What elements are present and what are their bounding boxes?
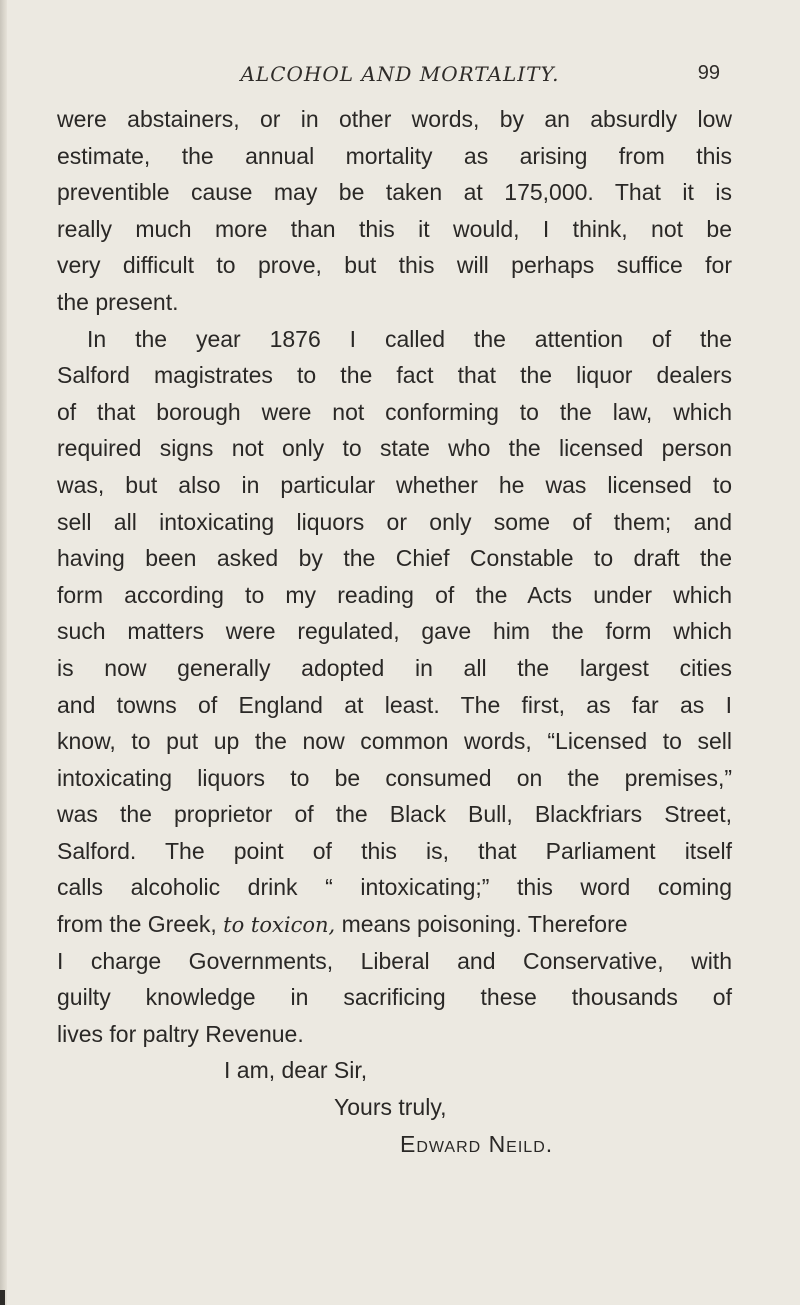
text-line: is now generally adopted in all the largest cities <box>57 654 732 681</box>
text-line: In the year 1876 I called the attention of the <box>87 325 732 352</box>
letter-valediction: Yours truly, <box>334 1094 447 1121</box>
greek-phrase: to toxicon, <box>223 913 336 938</box>
text-line: estimate, the annual mortality as arising from this <box>57 142 732 169</box>
text-line: and towns of England at least. The first, as far as I <box>57 691 732 718</box>
text-line: having been asked by the Chief Constable to draft the <box>57 545 732 572</box>
text-line: sell all intoxicating liquors or only some of them; and <box>57 508 732 535</box>
text-fragment: means poisoning. Therefore <box>341 911 628 938</box>
text-line: of that borough were not conforming to the law, which <box>57 398 732 425</box>
text-line: Salford. The point of this is, that Parliament itself <box>57 837 732 864</box>
page-header <box>40 62 760 94</box>
text-line: intoxicating liquors to be consumed on the premises,” <box>57 764 732 791</box>
text-line: form according to my reading of the Acts under which <box>57 581 732 608</box>
text-line: was the proprietor of the Black Bull, Blackfriars Street, <box>57 801 732 828</box>
binding-mark <box>0 1290 5 1305</box>
body-text <box>57 101 732 1162</box>
text-fragment: from the Greek, <box>57 911 217 938</box>
text-line: such matters were regulated, gave him the form which <box>57 618 732 645</box>
text-line: calls alcoholic drink “ intoxicating;” this word coming <box>57 874 732 901</box>
text-line: were abstainers, or in other words, by an absurdly low <box>57 106 732 132</box>
page-number: 99 <box>697 62 720 84</box>
text-line: required signs not only to state who the licensed person <box>57 435 732 462</box>
running-head: ALCOHOL AND MORTALITY. <box>240 62 560 86</box>
text-line: guilty knowledge in sacrificing these thousands of <box>57 984 732 1011</box>
text-line <box>57 906 732 943</box>
text-line: know, to put up the now common words, “Licensed to sell <box>57 728 732 755</box>
text-line: lives for paltry Revenue. <box>57 1020 304 1047</box>
text-line: the present. <box>57 288 179 315</box>
letter-closing: I am, dear Sir, <box>224 1057 368 1084</box>
text-line: Salford magistrates to the fact that the liquor dealers <box>57 362 732 389</box>
text-line: really much more than this it would, I think, not be <box>57 215 732 242</box>
text-line: I charge Governments, Liberal and Conservative, with <box>57 947 732 974</box>
text-line: preventible cause may be taken at 175,000. That it is <box>57 179 732 206</box>
letter-signature: Edward Neild. <box>400 1130 554 1157</box>
text-line: was, but also in particular whether he was licensed to <box>57 471 732 498</box>
page-gutter-edge <box>0 0 7 1305</box>
text-line: very difficult to prove, but this will perhaps suffice for <box>57 252 732 279</box>
